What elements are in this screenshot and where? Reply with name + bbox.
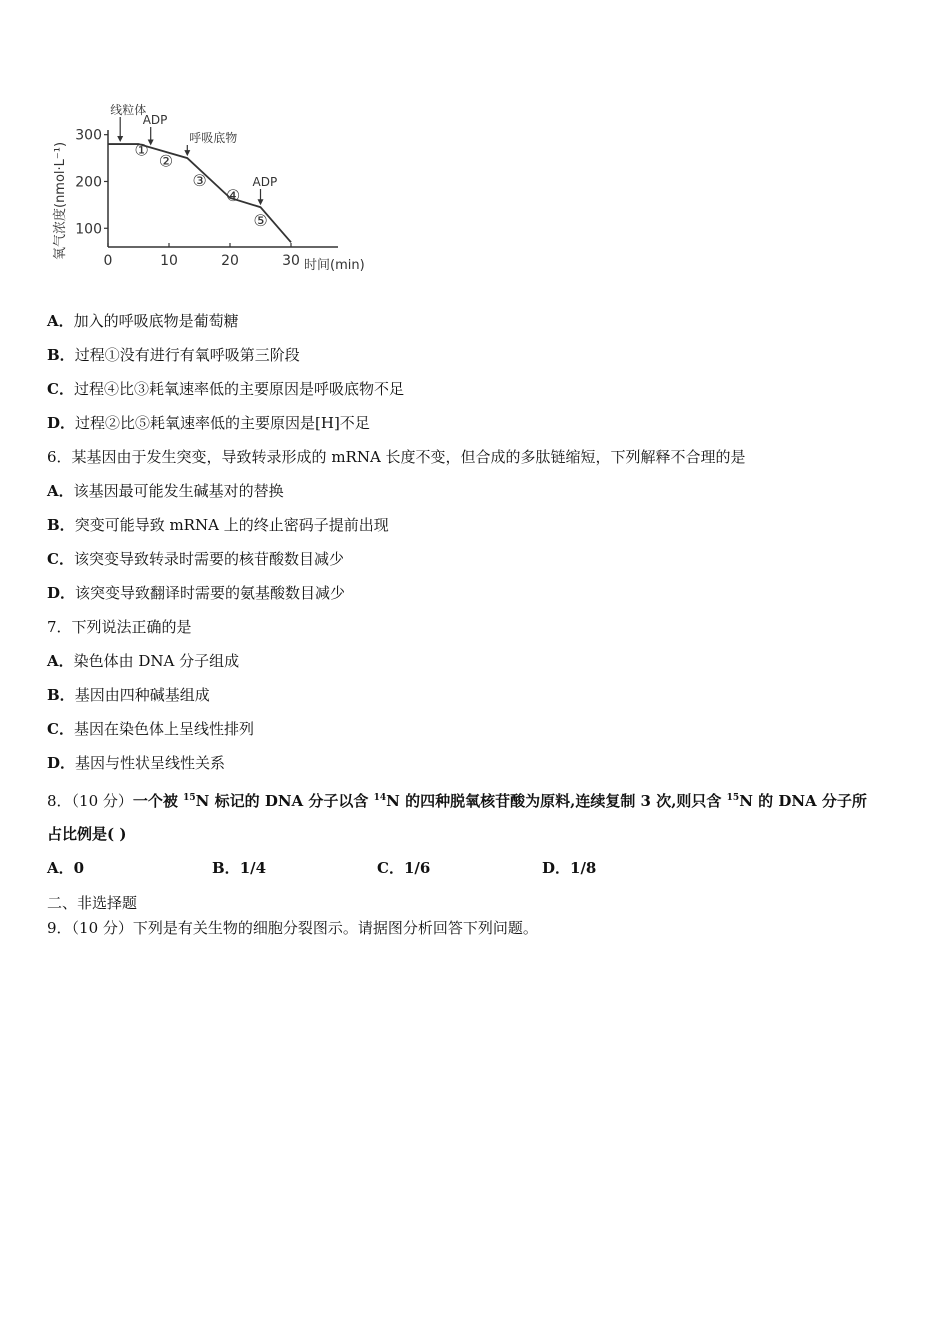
question-number: 9． [47,919,72,937]
q6-option-c [47,549,344,569]
option-text: 该突变导致翻译时需要的氨基酸数目减少 [75,584,346,602]
option-key: C． [47,550,74,568]
option-text: 基因在染色体上呈线性排列 [73,720,254,738]
question-score: （10 分） [71,919,133,937]
addition-label: ADP [252,175,278,189]
question-number: 6． [47,448,72,466]
option-text: 染色体由 DNA 分子组成 [73,652,240,670]
option-key: D． [47,584,76,602]
question-text: 下列说法正确的是 [71,618,192,636]
q9-stem [47,918,538,938]
option-text: 1/6 [403,859,431,877]
option-key: C． [47,380,74,398]
q8-text-2: N 标记的 DNA 分子以含 [195,792,374,810]
q6-option-b [47,515,389,535]
q7-option-d [47,753,225,773]
segment-label: ② [158,151,174,171]
question-score: （10 分） [71,792,133,810]
addition-label: 呼吸底物 [189,131,238,145]
option-key: D． [47,754,76,772]
option-text: 0 [73,859,85,877]
option-key: A． [47,859,74,877]
option-key: B． [47,346,75,364]
option-key: A． [47,312,74,330]
q8-text-1: 一个被 [132,792,184,810]
question-text: 下列是有关生物的细胞分裂图示。请据图分析回答下列问题。 [132,919,538,937]
y-tick-label: 200 [75,174,102,191]
option-key: B． [212,859,240,877]
option-key: B． [47,516,75,534]
option-text: 过程④比③耗氧速率低的主要原因是呼吸底物不足 [73,380,404,398]
q8-text-4: N 的 DNA 分子所 [739,792,867,810]
q7-option-a [47,651,239,671]
q6-option-a [47,481,284,501]
q7-option-c [47,719,254,739]
segment-label: ③ [192,171,207,191]
section-heading: 二、非选择题 [47,894,138,912]
option-key: D． [542,859,571,877]
q6-option-d [47,583,345,603]
q8-option-d [542,858,596,878]
option-key: A． [47,482,74,500]
q5-option-b [47,345,300,365]
option-key: C． [47,720,74,738]
option-key: B． [47,686,75,704]
segment-label: ⑤ [253,210,268,230]
addition-label: 线粒体 [110,103,147,117]
q5-option-c [47,379,404,399]
option-text: 该基因最可能发生碱基对的替换 [73,482,284,500]
x-tick-label: 0 [103,253,113,269]
question-number: 7． [47,618,72,636]
q8-sup-2: 14 [373,793,387,803]
q8-sup-3: 15 [726,793,740,803]
q5-option-a [47,311,239,331]
segment-label: ④ [225,186,241,206]
option-key: C． [377,859,404,877]
q8-option-a [47,858,84,878]
option-text: 基因与性状呈线性关系 [75,754,226,772]
option-text: 加入的呼吸底物是葡萄糖 [73,312,239,330]
addition-label: ADP [142,113,168,127]
x-tick-label: 10 [160,253,178,269]
option-text: 1/4 [239,859,267,877]
addition-arrowhead [184,150,190,156]
option-key: D． [47,414,76,432]
option-text: 基因由四种碱基组成 [74,686,210,704]
question-number: 8． [47,792,72,810]
q6-stem [47,447,746,467]
q8-stem-line2: 占比例是( ) [47,825,127,843]
q8-text-3: N 的四种脱氧核苷酸为原料,连续复制 3 次,则只含 [386,792,727,810]
q8-sup-1: 15 [183,793,196,803]
y-tick-label: 300 [75,127,102,144]
option-text: 突变可能导致 mRNA 上的终止密码子提前出现 [74,516,389,534]
q7-stem [47,617,192,637]
oxygen-chart [48,100,388,280]
q8-stem [47,788,867,811]
q8-option-c [377,858,430,878]
x-tick-label: 20 [221,253,239,269]
option-text: 1/8 [570,859,597,877]
option-key: A． [47,652,74,670]
option-text: 过程①没有进行有氧呼吸第三阶段 [74,346,300,364]
question-text: 某基因由于发生突变，导致转录形成的 mRNA 长度不变，但合成的多肽链缩短，下列解释不合理的是 [71,448,746,466]
x-tick-label: 30 [282,253,300,269]
option-text: 该突变导致转录时需要的核苷酸数目减少 [73,550,344,568]
q8-option-b [212,858,266,878]
addition-arrowhead [117,136,123,142]
addition-arrowhead [258,199,264,205]
chart-xlabel: 时间(min) [304,258,365,273]
option-text: 过程②比⑤耗氧速率低的主要原因是[H]不足 [75,414,370,432]
chart-ylabel: 氧气浓度(nmol·L⁻¹) [53,141,68,260]
y-tick-label: 100 [75,221,102,238]
q5-option-d [47,413,370,433]
q7-option-b [47,685,210,705]
segment-label: ① [134,140,149,160]
